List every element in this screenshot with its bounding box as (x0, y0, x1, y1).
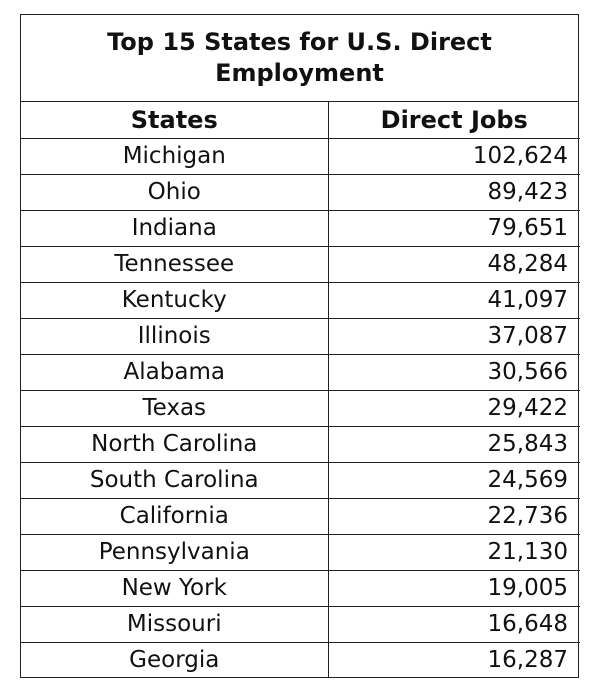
table-row (21, 498, 580, 534)
state-cell: Ohio (21, 174, 328, 210)
table-row (21, 210, 580, 246)
table-row (21, 534, 580, 570)
table-row (21, 426, 580, 462)
header-row (21, 102, 580, 138)
column-header-direct-jobs: Direct Jobs (328, 102, 580, 138)
direct-jobs-cell: 24,569 (328, 462, 580, 498)
table-row (21, 174, 580, 210)
table-body (21, 138, 580, 678)
direct-jobs-cell: 79,651 (328, 210, 580, 246)
direct-jobs-cell: 102,624 (328, 138, 580, 174)
direct-jobs-cell: 25,843 (328, 426, 580, 462)
table-header (21, 102, 580, 138)
state-cell: North Carolina (21, 426, 328, 462)
state-cell: Pennsylvania (21, 534, 328, 570)
direct-jobs-cell: 30,566 (328, 354, 580, 390)
state-cell: Tennessee (21, 246, 328, 282)
table-row (21, 606, 580, 642)
direct-jobs-cell: 22,736 (328, 498, 580, 534)
state-cell: South Carolina (21, 462, 328, 498)
direct-jobs-cell: 19,005 (328, 570, 580, 606)
state-cell: Missouri (21, 606, 328, 642)
state-cell: Indiana (21, 210, 328, 246)
table-row (21, 246, 580, 282)
state-cell: Illinois (21, 318, 328, 354)
table-row (21, 390, 580, 426)
table-title: Top 15 States for U.S. Direct Employment (21, 15, 578, 102)
column-header-states: States (21, 102, 328, 138)
table-row (21, 138, 580, 174)
state-cell: Georgia (21, 642, 328, 678)
direct-jobs-cell: 16,287 (328, 642, 580, 678)
table-row (21, 570, 580, 606)
table-row (21, 642, 580, 678)
employment-table-card (20, 14, 579, 678)
table-row (21, 462, 580, 498)
state-cell: Kentucky (21, 282, 328, 318)
direct-jobs-cell: 48,284 (328, 246, 580, 282)
direct-jobs-cell: 21,130 (328, 534, 580, 570)
state-cell: Texas (21, 390, 328, 426)
state-cell: Alabama (21, 354, 328, 390)
direct-jobs-cell: 16,648 (328, 606, 580, 642)
state-cell: New York (21, 570, 328, 606)
direct-jobs-cell: 41,097 (328, 282, 580, 318)
direct-jobs-cell: 29,422 (328, 390, 580, 426)
table-row (21, 282, 580, 318)
direct-jobs-cell: 37,087 (328, 318, 580, 354)
employment-table (21, 102, 580, 678)
direct-jobs-cell: 89,423 (328, 174, 580, 210)
table-row (21, 354, 580, 390)
state-cell: California (21, 498, 328, 534)
state-cell: Michigan (122, 143, 226, 169)
table-row (21, 318, 580, 354)
